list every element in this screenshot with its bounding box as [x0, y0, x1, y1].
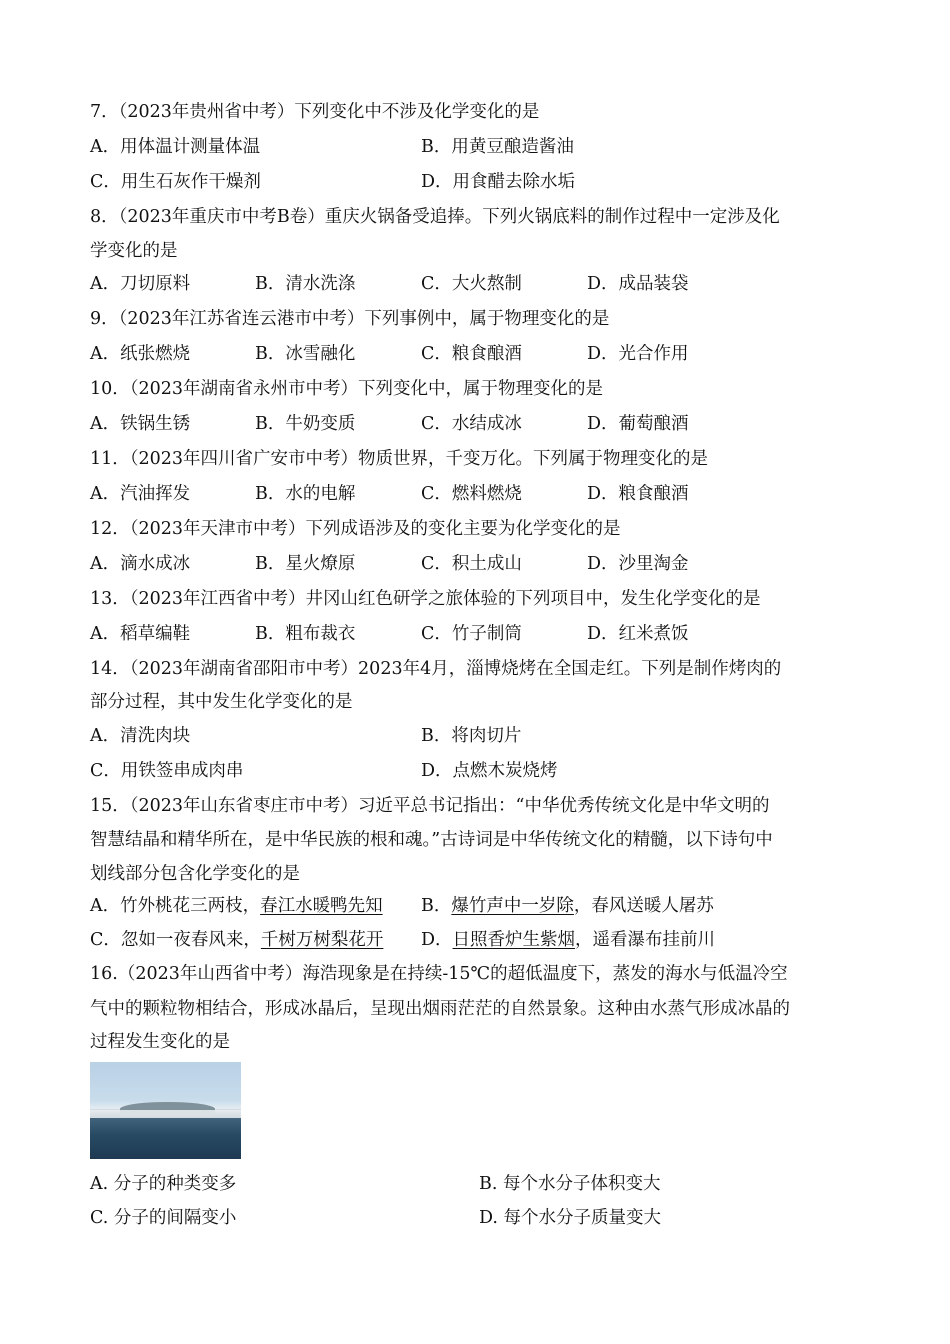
question-14-stem-line1: 14．（2023年湖南省邵阳市中考）2023年4月，淄博烧烤在全国走红。下列是制作烤肉的 [90, 659, 782, 679]
question-8-option-d: D．成品装袋 [587, 274, 689, 294]
underlined-phrase: 日照香炉生紫烟 [452, 930, 576, 950]
question-7-option-b: B．用黄豆酿造酱油 [421, 137, 574, 157]
question-8-option-c: C．大火熬制 [421, 274, 522, 294]
question-12-stem: 12．（2023年天津市中考）下列成语涉及的变化主要为化学变化的是 [90, 519, 621, 539]
question-13-option-b: B．粗布裁衣 [255, 624, 356, 644]
question-15-option-c: C．忽如一夜春风来，千树万树梨花开 [90, 930, 384, 950]
question-11-option-a: A．汽油挥发 [90, 484, 191, 504]
question-15-stem-line1: 15．（2023年山东省枣庄市中考）习近平总书记指出：“中华优秀传统文化是中华文明的 [90, 796, 770, 816]
question-13-stem: 13．（2023年江西省中考）井冈山红色研学之旅体验的下列项目中，发生化学变化的是 [90, 589, 761, 609]
question-8-stem-line2: 学变化的是 [90, 241, 178, 261]
question-9-option-b: B．冰雪融化 [255, 344, 356, 364]
question-7-stem: 7．（2023年贵州省中考）下列变化中不涉及化学变化的是 [90, 102, 540, 122]
question-10-option-b: B．牛奶变质 [255, 414, 356, 434]
question-16-option-d: D. 每个水分子质量变大 [479, 1208, 662, 1228]
question-8-stem-line1: 8．（2023年重庆市中考B卷）重庆火锅备受追捧。下列火锅底料的制作过程中一定涉及化 [90, 207, 780, 227]
question-15-option-d: D．日照香炉生紫烟，遥看瀑布挂前川 [421, 930, 716, 950]
question-7-option-a: A．用体温计测量体温 [90, 137, 261, 157]
question-7-option-c: C．用生石灰作干燥剂 [90, 172, 261, 192]
question-14-option-b: B．将肉切片 [421, 726, 522, 746]
question-8-option-b: B．清水洗涤 [255, 274, 356, 294]
question-16-option-c: C. 分子的间隔变小 [90, 1208, 237, 1228]
question-11-option-b: B．水的电解 [255, 484, 356, 504]
underlined-phrase: 爆竹声中一岁除 [451, 896, 574, 916]
underlined-phrase: 千树万树梨花开 [260, 930, 384, 950]
question-13-option-d: D．红米煮饭 [587, 624, 689, 644]
question-16-option-a: A. 分子的种类变多 [90, 1174, 237, 1194]
question-16-stem-line2: 气中的颗粒物相结合，形成冰晶后，呈现出烟雨茫茫的自然景象。这种由水蒸气形成冰晶的 [90, 999, 790, 1019]
question-9-option-c: C．粮食酿酒 [421, 344, 522, 364]
question-12-option-d: D．沙里淘金 [587, 554, 689, 574]
question-12-option-c: C．积土成山 [421, 554, 522, 574]
question-14-stem-line2: 部分过程，其中发生化学变化的是 [90, 692, 353, 712]
question-9-stem: 9．（2023年江苏省连云港市中考）下列事例中，属于物理变化的是 [90, 309, 610, 329]
question-7-option-d: D．用食醋去除水垢 [421, 172, 576, 192]
question-8-option-a: A．刀切原料 [90, 274, 191, 294]
question-14-option-a: A．清洗肉块 [90, 726, 191, 746]
sea-smoke-photo [90, 1062, 241, 1159]
question-11-option-c: C．燃料燃烧 [421, 484, 522, 504]
question-16-stem-line1: 16.（2023年山西省中考）海浩现象是在持续-15℃的超低温度下，蒸发的海水与低温冷空 [90, 964, 788, 984]
question-15-option-a: A．竹外桃花三两枝，春江水暖鸭先知 [90, 896, 383, 916]
question-9-option-a: A．纸张燃烧 [90, 344, 191, 364]
question-13-option-c: C．竹子制筒 [421, 624, 522, 644]
question-10-option-c: C．水结成冰 [421, 414, 522, 434]
sea-mist [90, 1110, 241, 1118]
question-11-stem: 11．（2023年四川省广安市中考）物质世界，千变万化。下列属于物理变化的是 [90, 449, 709, 469]
question-15-stem-line3: 划线部分包含化学变化的是 [90, 864, 300, 884]
question-10-option-a: A．铁锅生锈 [90, 414, 191, 434]
question-10-stem: 10．（2023年湖南省永州市中考）下列变化中，属于物理变化的是 [90, 379, 604, 399]
question-12-option-a: A．滴水成冰 [90, 554, 191, 574]
underlined-phrase: 春江水暖鸭先知 [260, 896, 383, 916]
question-10-option-d: D．葡萄酿酒 [587, 414, 689, 434]
question-16-stem-line3: 过程发生变化的是 [90, 1032, 230, 1052]
question-13-option-a: A．稻草编鞋 [90, 624, 191, 644]
question-14-option-d: D．点燃木炭烧烤 [421, 761, 558, 781]
question-11-option-d: D．粮食酿酒 [587, 484, 689, 504]
question-9-option-d: D．光合作用 [587, 344, 689, 364]
question-14-option-c: C．用铁签串成肉串 [90, 761, 244, 781]
question-12-option-b: B．星火燎原 [255, 554, 356, 574]
question-16-option-b: B. 每个水分子体积变大 [479, 1174, 661, 1194]
question-15-option-b: B．爆竹声中一岁除，春风送暖人屠苏 [421, 896, 714, 916]
question-15-stem-line2: 智慧结晶和精华所在，是中华民族的根和魂。”古诗词是中华传统文化的精髓，以下诗句中 [90, 830, 773, 850]
